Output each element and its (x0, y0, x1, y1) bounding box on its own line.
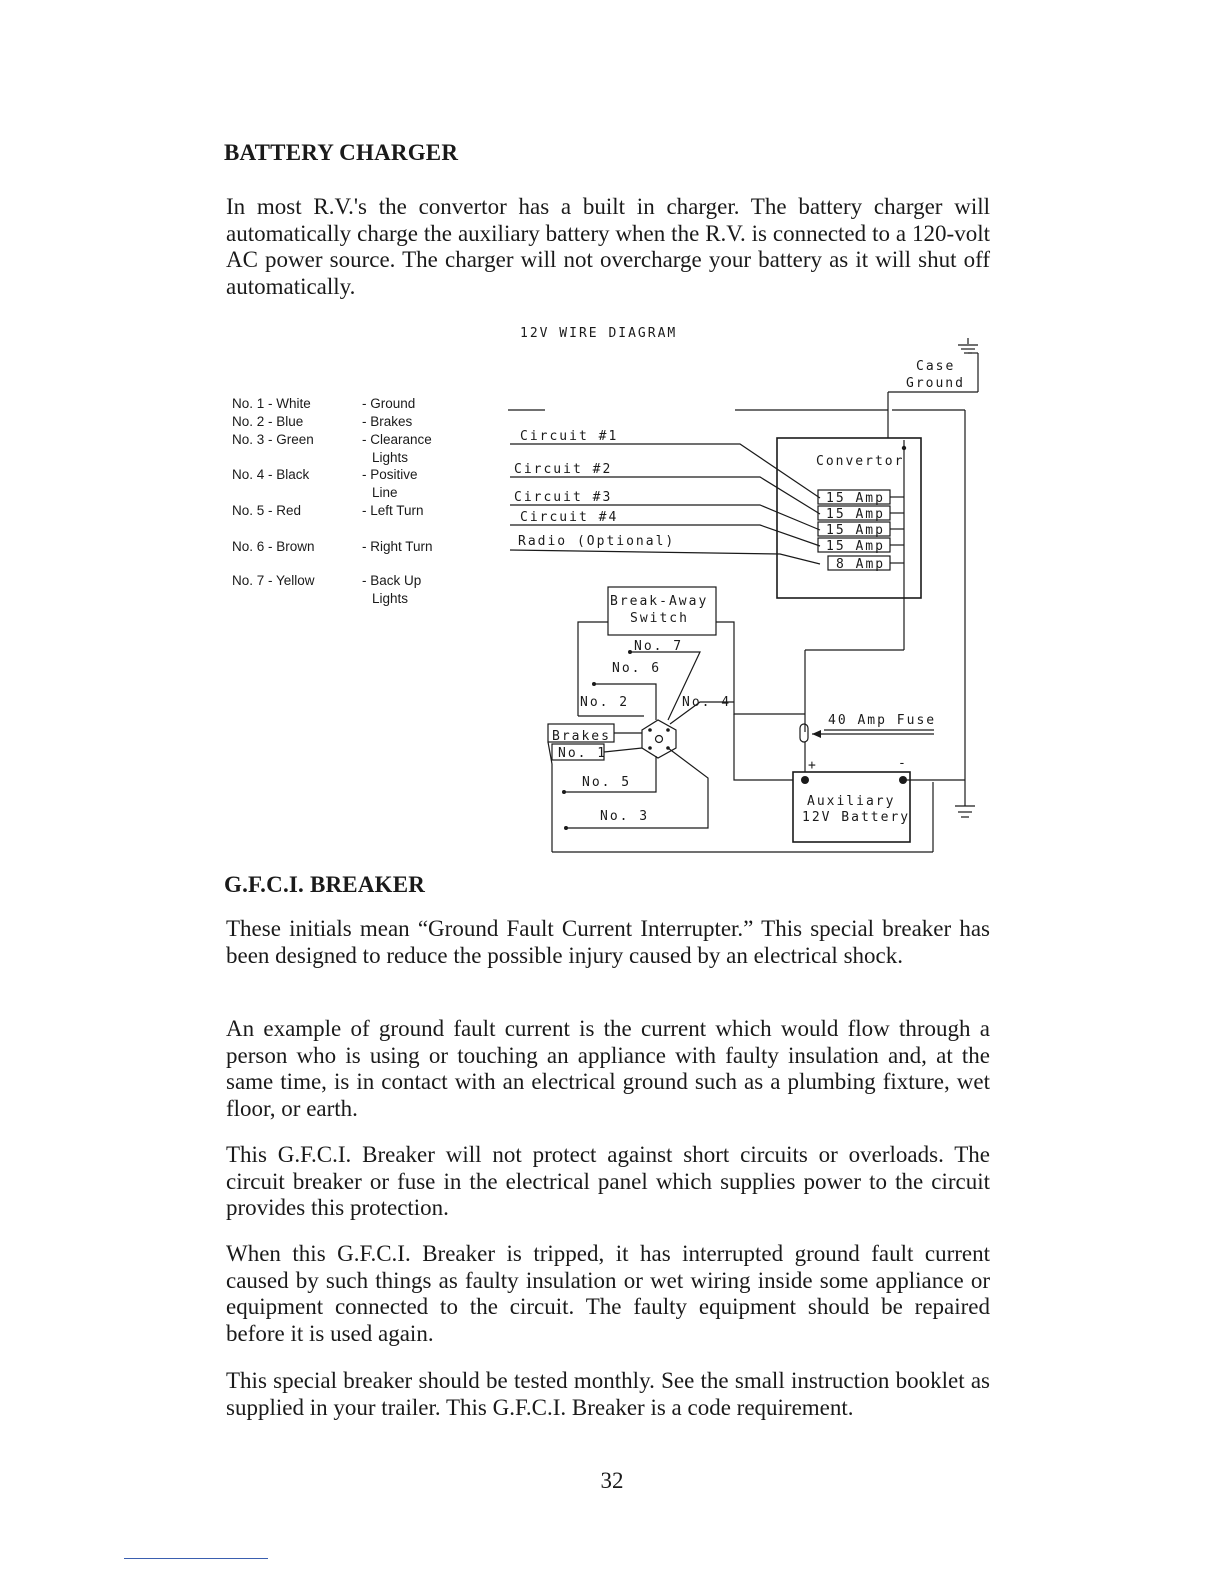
circuit-label: Circuit #1 (520, 429, 619, 444)
legend-function: - Ground (362, 396, 416, 411)
fuse-label: 15 Amp (826, 523, 885, 538)
terminal-dot (902, 446, 906, 450)
legend-function: Lights (372, 591, 409, 606)
fuse-label: 15 Amp (826, 491, 885, 506)
seven-pin-plug (642, 720, 676, 758)
legend-function: - Right Turn (362, 539, 433, 554)
legend-number: No. 7 - Yellow (232, 573, 315, 588)
legend-number: No. 2 - Blue (232, 414, 304, 429)
main-fuse-symbol (800, 724, 808, 742)
legend-function: - Brakes (362, 414, 413, 429)
gfci-paragraph: This special breaker should be tested monthly. See the small instruction booklet as supplied in your trailer. This G.F.C.I. Breaker is a code requirement. (226, 1368, 990, 1420)
convertor-label: Convertor (816, 454, 905, 469)
battery-charger-paragraph: In most R.V.'s the convertor has a built in charger. The battery charger will automatically charge the auxiliary battery when the R.V. is connected to a 120-volt AC power source. The charger will not overcharge your battery as it will shut off automatically. (226, 194, 990, 299)
gfci-paragraph: This G.F.C.I. Breaker will not protect against short circuits or overloads. The circuit breaker or fuse in the electrical panel which supplies power to the circuit provides this protection. (226, 1142, 990, 1220)
ground-label: Ground (906, 376, 965, 391)
legend-function: Line (372, 485, 398, 500)
main-fuse-label: 40 Amp Fuse (828, 713, 937, 728)
arrow-head (812, 730, 821, 738)
plug-pin-label: No. 7 (634, 639, 684, 654)
gfci-paragraph: When this G.F.C.I. Breaker is tripped, it has interrupted ground fault current caused by such things as faulty insulation or wet wiring inside some appliance or equipment connected to the circuit. The faulty equipment should be repaired before it is used again. (226, 1241, 990, 1346)
battery-charger-heading: BATTERY CHARGER (224, 140, 459, 165)
terminal-dot (592, 682, 596, 686)
plug-pin (666, 728, 670, 732)
legend-function: - Positive (362, 467, 418, 482)
legend-function: - Clearance (362, 432, 432, 447)
legend-number: No. 3 - Green (232, 432, 314, 447)
circuit-label: Circuit #4 (520, 510, 619, 525)
gfci-paragraph: An example of ground fault current is the current which would flow through a person who is using or touching an appliance with faulty insulation and, at the same time, is in contact with an electrical ground such as a plumbing fixture, wet floor, or earth. (226, 1016, 990, 1121)
switch-label: Switch (630, 611, 689, 626)
wire-diagram (220, 320, 990, 865)
legend-number: No. 6 - Brown (232, 539, 315, 554)
fuse-label: 8 Amp (836, 557, 886, 572)
legend-function: - Left Turn (362, 503, 424, 518)
fuse-label: 15 Amp (826, 507, 885, 522)
circuit-label: Circuit #2 (514, 462, 613, 477)
plug-pin (648, 746, 652, 750)
diagram-title: 12V WIRE DIAGRAM (520, 326, 678, 341)
plug-pin-label: No. 6 (612, 661, 662, 676)
legend-function: Lights (372, 450, 409, 465)
battery-plus: + (808, 758, 818, 773)
battery-label: 12V Battery (802, 810, 911, 825)
plug-pin (648, 728, 652, 732)
positive-line-wire (734, 714, 793, 780)
legend-number: No. 4 - Black (232, 467, 310, 482)
terminal-dot (564, 826, 568, 830)
circuit-wire (510, 550, 820, 564)
gfci-paragraph: These initials mean “Ground Fault Current Interrupter.” This special breaker has been designed to reduce the possible injury caused by an electrical shock. (226, 916, 990, 968)
break-away-label: Break-Away (610, 594, 709, 609)
plug-pin-label: No. 1 (558, 746, 608, 761)
battery-minus: - (898, 756, 908, 771)
circuit-label: Circuit #3 (514, 490, 613, 505)
legend-function: - Back Up (362, 573, 422, 588)
plug-pin-label: No. 3 (600, 809, 650, 824)
legend-number: No. 1 - White (232, 396, 311, 411)
case-label: Case (916, 359, 956, 374)
circuit-label: Radio (Optional) (518, 534, 676, 549)
plug-pin-label: No. 2 (580, 695, 630, 710)
terminal-dot (562, 790, 566, 794)
plug-pin-label: No. 4 (682, 695, 732, 710)
legend-number: No. 5 - Red (232, 503, 302, 518)
plug-wire (604, 748, 642, 752)
wire-color-legend (232, 396, 433, 606)
terminal-dot (628, 650, 632, 654)
fuse-label: 15 Amp (826, 539, 885, 554)
battery-label: Auxiliary (807, 794, 896, 809)
gfci-heading: G.F.C.I. BREAKER (224, 872, 426, 897)
terminal-dot (801, 776, 809, 784)
plug-pin-label: No. 5 (582, 775, 632, 790)
plug-center-pin (656, 736, 663, 743)
ground-wire (548, 742, 552, 852)
footer-rule (124, 1558, 268, 1559)
brakes-label: Brakes (552, 729, 611, 744)
page-number: 32 (600, 1468, 624, 1493)
